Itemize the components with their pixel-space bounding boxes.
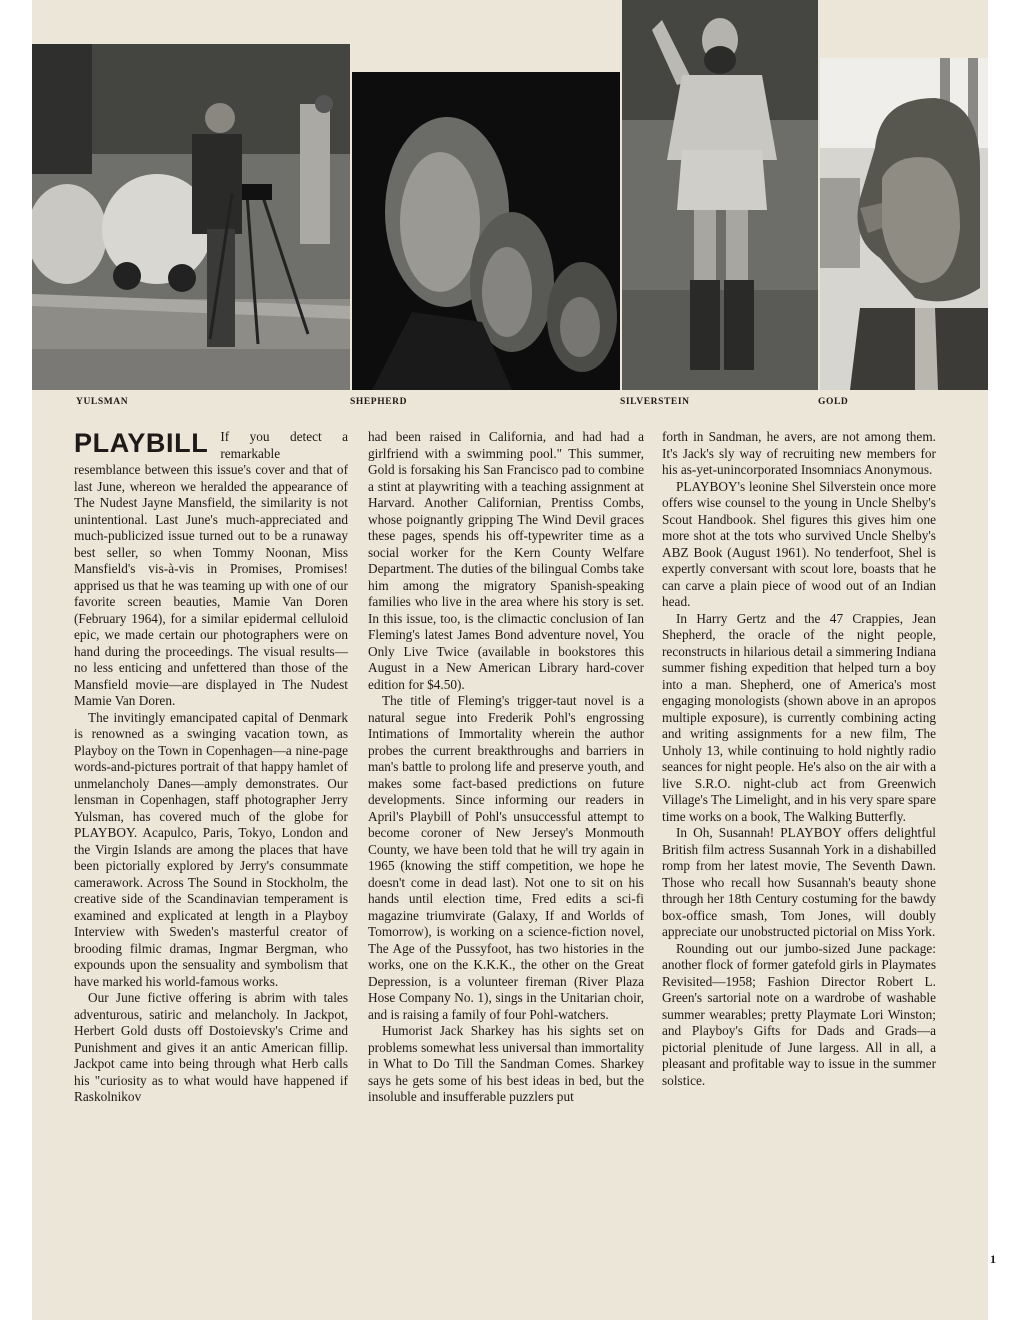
paragraph: Rounding out our jumbo-sized June package: another flock of former gatefold girls in Playmates Revisited—1958; Fashion Director Robert L. Green's sartorial note on a wardrobe of washable summer wearables; pretty Playmate Lori Winston; and Playboy's Gifts for Dads and Grads—a pictorial plenitude of June largess. All in all, a pleasant and profitable way to issue in the summer solstice. bbox=[662, 940, 936, 1088]
photo-silverstein bbox=[622, 0, 818, 390]
text-column-2 bbox=[368, 429, 644, 1106]
paragraph: Humorist Jack Sharkey has his sights set on problems somewhat less universal than immortality in What to Do Till the Sandman Comes. Sharkey says he gets some of his best ideas in bed, but the insoluble and insufferable puzzlers put bbox=[368, 1023, 644, 1104]
photo-shepherd bbox=[352, 72, 620, 390]
paragraph: Our June fictive offering is abrim with tales adventurous, satiric and melancholy. In Jackpot, Herbert Gold dusts off Dostoievsky's Crime and Punishment and gives it an antic American fillip. Jackpot came into being through what Herb calls his "curiosity as to what would have happened if Raskolnikov bbox=[74, 990, 348, 1104]
paragraph: had been raised in California, and had had a girlfriend with a swimming pool." This summer, Gold is forsaking his San Francisco pad to combine a stint at playwriting with a teaching assignment at Harvard. Another Californian, Prentiss Combs, whose poignantly gripping The Wind Devil graces these pages, spends his off-typewriter time as a social worker for the Kern County Welfare Department. The duties of the bilingual Combs take him among the migratory Spanish-speaking families who live in the area where his story is set. In this issue, too, is the climactic conclusion of Ian Fleming's latest James Bond adventure novel, You Only Live Twice (available in bookstores this August in a New American Library hard-cover edition for $4.50). bbox=[368, 429, 644, 692]
page-number: 1 bbox=[990, 1252, 996, 1266]
paragraph: If you detect a remarkable resemblance between this issue's cover and that of last June, whereon we heralded the appearance of The Nudest Jayne Mansfield, the similarity is not unintentional. Last June's much-appreciated and much-publicized issue turned out to be a runaway best seller, so when Tommy Noonan, Miss Mansfield's vis-à-vis in Promises, Promises! apprised us that he was teaming up with one of our favorite screen beauties, Mamie Van Doren (February 1964), for a similar epidermal celluloid epic, we made certain our photographers were on hand during the proceedings. The visual results—no less enticing and unfettered than those of the Mansfield movie—are displayed in The Nudest Mamie Van Doren. bbox=[74, 429, 348, 708]
paragraph: The title of Fleming's trigger-taut novel is a natural segue into Frederik Pohl's engrossing Intimations of Immortality wherein the author probes the current breakthroughs and barriers in man's battle to prolong life and preserve youth, and makes some fact-based predictions on future developments. Since informing our readers in April's Playbill of Pohl's unsuccessful attempt to become coroner of New Jersey's Monmouth County, we have been told that he will try again in 1965 (knowing the stiff competition, we hope he doesn't come in dead last). Not one to sit on his hands until election time, Fred edits a sci-fi magazine triumvirate (Galaxy, If and Worlds of Tomorrow), is working on a science-fiction novel, The Age of the Pussyfoot, has two histories in the works, one on the K.K.K., the other on the Great Depression, is a volunteer fireman (River Plaza Hose Company No. 1), sings in the Unitarian choir, and is raising a family of four Pohl-watchers. bbox=[368, 693, 644, 1022]
text-column-3 bbox=[662, 429, 936, 1089]
paragraph: The invitingly emancipated capital of Denmark is renowned as a swinging vacation town, as Playboy on the Town in Copenhagen—a nine-page words-and-pictures portrait of that happy hamlet of unmelancholy Danes—amply demonstrates. Our lensman in Copenhagen, staff photographer Jerry Yulsman, has covered much of the globe for PLAYBOY. Acapulco, Paris, Tokyo, London and the Virgin Islands are among the places that have been pictorially explored by Jerry's consummate camerawork. Across The Sound in Stockholm, the creative side of the Scandinavian temperament is examined and explicated at length in a Playboy Interview with Sweden's masterful creator of brooding filmic dramas, Ingmar Bergman, who expounds upon the sensuality and symbolism that have marked his world-famous works. bbox=[74, 709, 348, 989]
caption-shepherd: SHEPHERD bbox=[350, 397, 408, 407]
paragraph: PLAYBOY's leonine Shel Silverstein once more offers wise counsel to the young in Uncle Shelby's Scout Handbook. Shel figures this gives him one more shot at the tots who survived Uncle Shelby's ABZ Book (August 1961). No tenderfoot, Shel is expertly conversant with scout lore, boasts that he can carve a plain piece of wood out of an Indian head. bbox=[662, 478, 936, 609]
text-column-1 bbox=[74, 429, 348, 1106]
paragraph: In Oh, Susannah! PLAYBOY offers delightful British film actress Susannah York in a dishabilled romp from her latest movie, The Seventh Dawn. Those who recall how Susannah's beauty shone through her 18th Century costuming for the bawdy box-office smash, Tom Jones, will doubly appreciate our unobstructed pictorial on Miss York. bbox=[662, 825, 936, 939]
caption-yulsman: YULSMAN bbox=[76, 397, 129, 407]
magazine-page bbox=[32, 0, 996, 1320]
caption-gold: GOLD bbox=[818, 397, 849, 407]
paragraph: forth in Sandman, he avers, are not among them. It's Jack's sly way of recruiting new members for his as-yet-unincorporated Insomniacs Anonymous. bbox=[662, 429, 936, 477]
paragraph: In Harry Gertz and the 47 Crappies, Jean Shepherd, the oracle of the night people, reconstructs in hilarious detail a simmering Indiana summer fishing expedition that helped turn a boy into a man. Shepherd, one of America's most engaging monologists (shown above in an apropos multiple exposure), is currently combining acting and writing assignments for a new film, The Unholy 13, while continuing to hold nightly radio seances for night people. He's also on the air with a live S.R.O. night-club act from Greenwich Village's The Limelight, and in his very spare spare time works on a book, The Walking Butterfly. bbox=[662, 610, 936, 824]
playbill-heading: PLAYBILL bbox=[74, 428, 209, 458]
photo-gold bbox=[820, 58, 988, 390]
photo-yulsman bbox=[32, 44, 350, 390]
caption-silverstein: SILVERSTEIN bbox=[620, 397, 690, 407]
